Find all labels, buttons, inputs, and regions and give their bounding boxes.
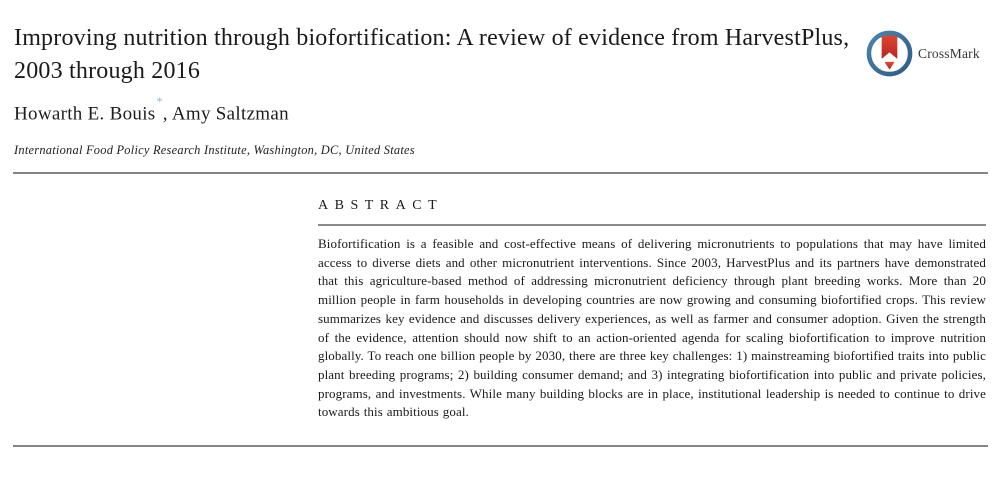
corresponding-author-asterisk-link[interactable]: *	[156, 94, 163, 108]
author-name-1: Howarth E. Bouis	[14, 103, 156, 125]
crossmark-label: CrossMark	[918, 45, 980, 61]
paper-title: Improving nutrition through biofortification: A review of evidence from HarvestPlus, 2003 through 2016	[14, 25, 850, 84]
crossmark-logo-icon	[866, 30, 913, 77]
abstract-heading: ABSTRACT	[318, 198, 444, 213]
affiliation-line: International Food Policy Research Institute, Washington, DC, United States	[14, 143, 415, 157]
abstract-divider	[318, 224, 986, 226]
header-divider	[13, 172, 988, 174]
author-line	[14, 94, 289, 125]
abstract-text: Biofortification is a feasible and cost-effective means of delivering micronutrients to populations that may have limited access to diverse diets and other micronutrient interventions. Since 2003, HarvestPlus and its partners have demonstrated that this agriculture-based method of addressing micronutrient deficiency through plant breeding works. More than 20 million people in farm households in developing countries are now growing and consuming biofortified crops. This review summarizes key evidence and discusses delivery experiences, as well as farmer and consumer adoption. Given the strength of the evidence, attention should now shift to an action-oriented agenda for scaling biofortification to improve nutrition globally. To reach one billion people by 2030, there are three key challenges: 1) mainstreaming biofortified traits into public plant breeding programs; 2) building consumer demand; and 3) integrating biofortification into public and private policies, programs, and investments. While many building blocks are in place, institutional leadership is needed to continue to drive towards this ambitious goal.	[318, 236, 986, 420]
footer-divider	[13, 445, 988, 447]
crossmark-badge[interactable]	[866, 30, 980, 77]
author-separator: ,	[162, 103, 172, 125]
abstract-section	[318, 198, 986, 422]
author-name-2: Amy Saltzman	[171, 103, 289, 125]
